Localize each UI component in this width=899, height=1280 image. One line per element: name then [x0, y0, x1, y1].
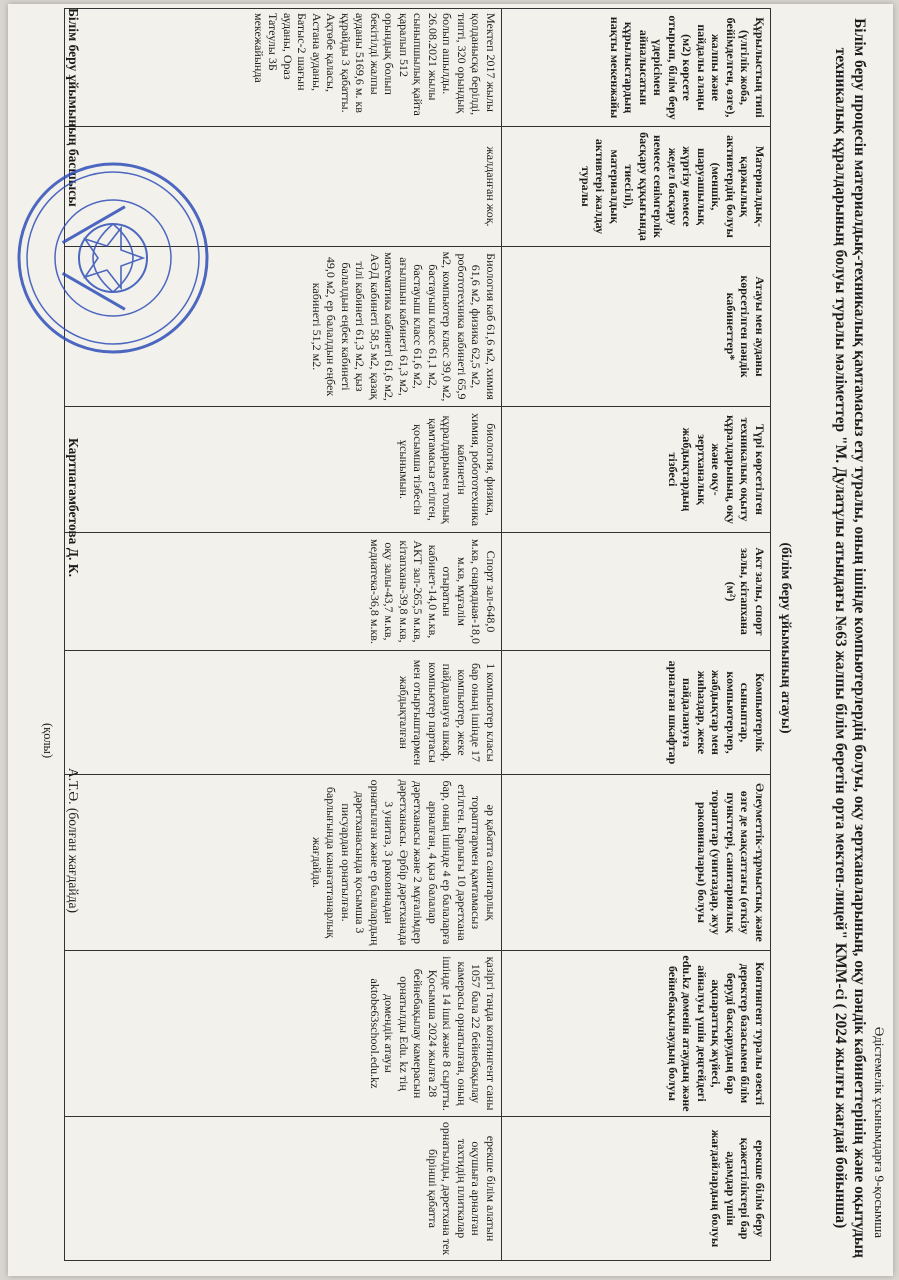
header-building-type: Құрылыстың типі (үлгілік жоба, бейімделген, өзге), жалпы және пайдалы алаңы (м2) көрсете отырып, білім беру үдерісімен айналысатын құрылыстардың нақты мекенжайы [502, 9, 771, 127]
header-sanitary: Әлеуметтік-тұрмыстық және өзге де мақсаттағы (өткізу пункттері, санитариялық торапттар (унитаздар, жуу раковиналары) болуы [502, 775, 771, 951]
document-title [831, 18, 869, 1258]
cell-halls-library: Спорт зал-648,0 м.кв, снарядная-18,0 м.кв, мұғалім отыратын кабинет-14,0 м.кв, АКТ зал-265,5 м.кв, кітапхана-39,8 м.кв, оқу залы-43,7 м.кв, медиатека-36,8 м.кв. [65, 533, 502, 651]
header-technical-equipment: Түрі көрсетілген техникалық оқыту құралдарының, оқу және оқу-зертханалық жабдықтардың тізбесі [502, 407, 771, 533]
document-page [8, 4, 893, 1276]
header-info-system: Контингент туралы өзекті деректер базасымен білім беруді басқарудың бар ақпараттық жүйесі, айналуы үшін деңгейдегі edu.kz доменін атаудың және бейнебақылаудың болуы [502, 951, 771, 1117]
cell-technical-equipment: биология, физика, химия, робототехника кабинетін құралдарымен толық қамтамасыз етілген, қосымша тізбесін ұсынымын. [65, 407, 502, 533]
document-subtitle: (білім беру ұйымының атауы) [778, 542, 793, 734]
footer-sign-note: А.Т.Ә. (болған жағдайда) [66, 768, 81, 913]
cell-building-type: Мектеп 2017 жылы қолданысқа берілді, типті, 320 орындық болып ашылды. 26.08.2021 жылы сыныпшылық қайта қаралып 512 орындық болып бекітілді жалпы ауданы 5169,6 м. кв құрайды 3 қабатты. Ақтөбе қаласы, Астана ауданы, Батыс-2 шағын ауданы, Ораз Татеулы 3Б мекежайында [65, 9, 502, 127]
cell-subject-rooms: Биология каб 61,6 м2, химия 61,6 м2, физика 62,5 м2, робототехника кабинеті 65,9 м2, компьютер класс 39,0 м2, бастауыш класс 61,1 м2, бастауыш класс 61,6 м2, ағылшын кабинеті 61,3 м2, математика кабинеті 61,6 м2, АӘД кабинеті 58,5 м2, қазақ тілі кабинеті 61,3 м2, қыз балалдын еңбек кабинеті 49,0 м2, ер балалдын еңбек кабинеті 51,2 м2. [65, 247, 502, 407]
footer-sign-label: (қолы) [41, 723, 55, 759]
rotated-document [13, 8, 893, 1268]
header-subject-rooms: Атауы мен ауданы көрсетілген пәндік кабинеттер* [502, 247, 771, 407]
cell-computer-classes: 1 компьютер класы бар оның ішінде 17 компьютер, жеке пайдалануға шкаф, компьютер партасы мен отырғыштармен жабдықталған [65, 651, 502, 775]
appendix-note: Әдістемелік ұсынымдарға 9-қосымша [872, 1026, 887, 1238]
footer-director-name: Картпагамбетова Д. К. [66, 438, 81, 577]
footer-org-label: Білім беру ұйымының басшысы [66, 8, 81, 207]
title-main: Білім беру процесін материалдық-техникалық қамтамасыз ету туралы, оның ішінде компьютерлердің болуы, оқу зертханаларының, оқу пәндік кабинеттерінің және оқытудың техникалық құралдарының болуы туралы мәліметтер "М. Дулатұлы атындағы №63 жалпы білім беретін орта мектеп-лицей" КММ-сі ( 2024 жылғы жағдай бойынша) [832, 18, 868, 1258]
cell-sanitary: әр қабатта санитарлық торапттармен қамтамасыз етілген. Барлығы 10 дәретхана бар, оның ішінде 4 ер балаларға арналған, 4 қыз балалар дәретханасы және 2 мұғалімдер дәретханасы. Әрбір дәретханада 3 унитаз, 3 раковинадан орнатылған және ер балалардың дәретханасында қосымша 3 писуардан орнатылған. барлығында канағаттанарлық жағдайда. [65, 775, 502, 951]
cell-special-needs: ерекше білім алатын оқушыға арналған тахтидің плиткалар орнатылды, дәретхана тек бірінші қабатта [65, 1117, 502, 1261]
header-material-assets: Материалдық-қаржылық активтердің болуы (меншік, шаруашылық жүргізу немесе жедел басқару немесе сенімгерлік басқару құқығында тиесілі), материалдық активтері жалдау туралы [502, 127, 771, 247]
cell-info-system: қазіргі таңда контингент саны 1057 бала 22 бейнебақылау камерасы орнатылған, оның ішінде 14 ішкі және 8 сыртты. Қосымша 2024 жылға 28 бейнебақылау камерасын орнатылды Edu. kz тің домендік атауы aktobe63school.edu.kz [65, 951, 502, 1117]
header-halls-library: Акт залы, спорт залы, кітапхана (м²) [502, 533, 771, 651]
cell-material-assets: жалданған жоқ. [65, 127, 502, 247]
header-special-needs: ерекше білім беру қажеттіліктері бар адамдар үшін жағдайлардың болуы [502, 1117, 771, 1261]
header-computer-classes: Компьютерлік сыныптар, компьютерлер, жабдықтар мен жиһаздар, жеке пайдалануға арналған шкафтар [502, 651, 771, 775]
table-header-row [502, 9, 771, 1261]
official-stamp-icon [13, 158, 213, 358]
